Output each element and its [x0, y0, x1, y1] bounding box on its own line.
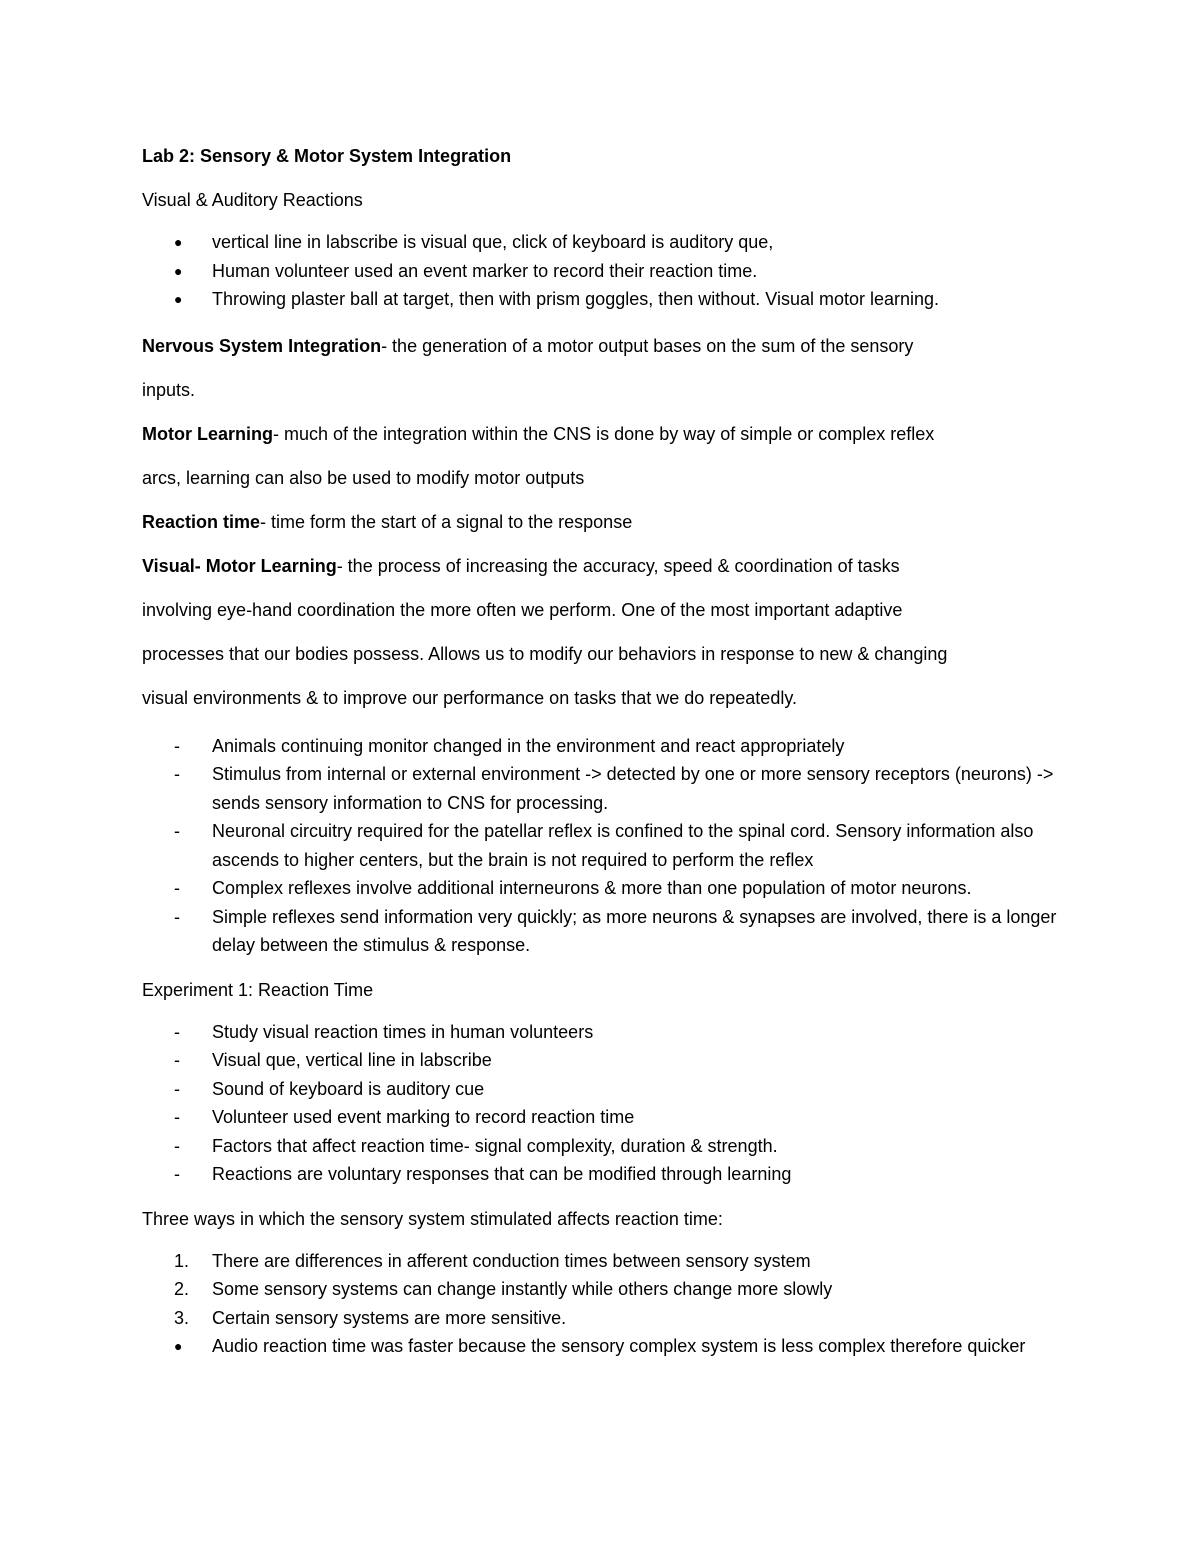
- list-item: - Complex reflexes involve additional interneurons & more than one population of motor neurons.: [142, 874, 1062, 903]
- dash-marker: -: [174, 1050, 180, 1070]
- list-item: 2. Some sensory systems can change instantly while others change more slowly: [142, 1275, 1062, 1304]
- bullet-list-visual-auditory: [142, 228, 1062, 314]
- definition-reaction-time: Reaction time- time form the start of a signal to the response: [142, 511, 633, 532]
- page-title: Lab 2: Sensory & Motor System Integration: [142, 146, 512, 166]
- dash-marker: -: [174, 735, 180, 756]
- list-item: - Study visual reaction times in human volunteers: [142, 1018, 1062, 1047]
- section-heading-experiment-1: Experiment 1: Reaction Time: [142, 979, 374, 1000]
- list-item: ● Audio reaction time was faster because the sensory complex system is less complex therefore quicker: [142, 1332, 1062, 1361]
- bullet-marker: ●: [174, 262, 183, 279]
- list-item: - Visual que, vertical line in labscribe: [142, 1046, 1062, 1075]
- definition-visual-motor-learning: Visual- Motor Learning- the process of increasing the accuracy, speed & coordination of tasks: [142, 555, 900, 576]
- dash-marker: -: [174, 1107, 180, 1127]
- dash-marker: -: [174, 764, 180, 784]
- list-item: - Factors that affect reaction time- signal complexity, duration & strength.: [142, 1132, 1062, 1161]
- list-item: - Reactions are voluntary responses that can be modified through learning: [142, 1160, 1062, 1189]
- bullet-list-conclusion: [142, 1332, 1062, 1361]
- list-item: 3. Certain sensory systems are more sensitive.: [142, 1304, 1062, 1333]
- dash-marker: -: [174, 1164, 180, 1184]
- bullet-marker: ●: [174, 1338, 183, 1354]
- definition-continuation: inputs.: [142, 379, 196, 400]
- dash-marker: -: [174, 906, 180, 927]
- dash-list-reflexes: [142, 732, 1062, 960]
- dash-marker: -: [174, 821, 180, 841]
- list-item: ● Human volunteer used an event marker to record their reaction time.: [142, 257, 1062, 286]
- document-body: [142, 142, 1062, 1377]
- dash-marker: -: [174, 1078, 180, 1099]
- list-item: - Volunteer used event marking to record reaction time: [142, 1103, 1062, 1132]
- list-item: - Animals continuing monitor changed in the environment and react appropriately: [142, 732, 1062, 761]
- list-item: - Sound of keyboard is auditory cue: [142, 1075, 1062, 1104]
- numbered-list-three-ways: [142, 1247, 1062, 1333]
- bullet-marker: ●: [174, 291, 183, 307]
- dash-list-experiment-1: [142, 1018, 1062, 1189]
- list-item: 1. There are differences in afferent conduction times between sensory system: [142, 1247, 1062, 1276]
- dash-marker: -: [174, 878, 180, 898]
- definition-nervous-system-integration: Nervous System Integration- the generation of a motor output bases on the sum of the sensory: [142, 335, 914, 356]
- definition-continuation: processes that our bodies possess. Allows us to modify our behaviors in response to new & changing: [142, 643, 948, 664]
- list-item: - Simple reflexes send information very quickly; as more neurons & synapses are involved, there is a longer delay between the stimulus & response.: [142, 903, 1062, 960]
- definition-term: Nervous System Integration: [142, 335, 382, 356]
- definition-term: Visual- Motor Learning: [142, 555, 337, 576]
- section-heading-visual-auditory: Visual & Auditory Reactions: [142, 190, 363, 210]
- number-marker: 2.: [174, 1279, 190, 1299]
- list-item: ● Throwing plaster ball at target, then with prism goggles, then without. Visual motor learning.: [142, 285, 1062, 314]
- definition-continuation: involving eye-hand coordination the more often we perform. One of the most important adaptive: [142, 599, 903, 620]
- definition-motor-learning: Motor Learning- much of the integration within the CNS is done by way of simple or complex reflex: [142, 423, 935, 444]
- number-marker: 1.: [174, 1250, 190, 1271]
- list-item: ● vertical line in labscribe is visual que, click of keyboard is auditory que,: [142, 228, 1062, 257]
- dash-marker: -: [174, 1021, 180, 1042]
- definition-term: Motor Learning: [142, 423, 273, 444]
- number-marker: 3.: [174, 1307, 190, 1328]
- definition-continuation: visual environments & to improve our performance on tasks that we do repeatedly.: [142, 687, 797, 708]
- definition-term: Reaction time: [142, 511, 261, 532]
- definition-continuation: arcs, learning can also be used to modify motor outputs: [142, 467, 585, 488]
- dash-marker: -: [174, 1135, 180, 1156]
- list-item: - Stimulus from internal or external environment -> detected by one or more sensory receptors (neurons) -> sends sensory information to CNS for processing.: [142, 760, 1062, 817]
- section-heading-three-ways: Three ways in which the sensory system stimulated affects reaction time:: [142, 1208, 723, 1229]
- list-item: - Neuronal circuitry required for the patellar reflex is confined to the spinal cord. Sensory information also ascends to higher centers, but the brain is not required to perform the reflex: [142, 817, 1062, 874]
- bullet-marker: ●: [174, 234, 183, 250]
